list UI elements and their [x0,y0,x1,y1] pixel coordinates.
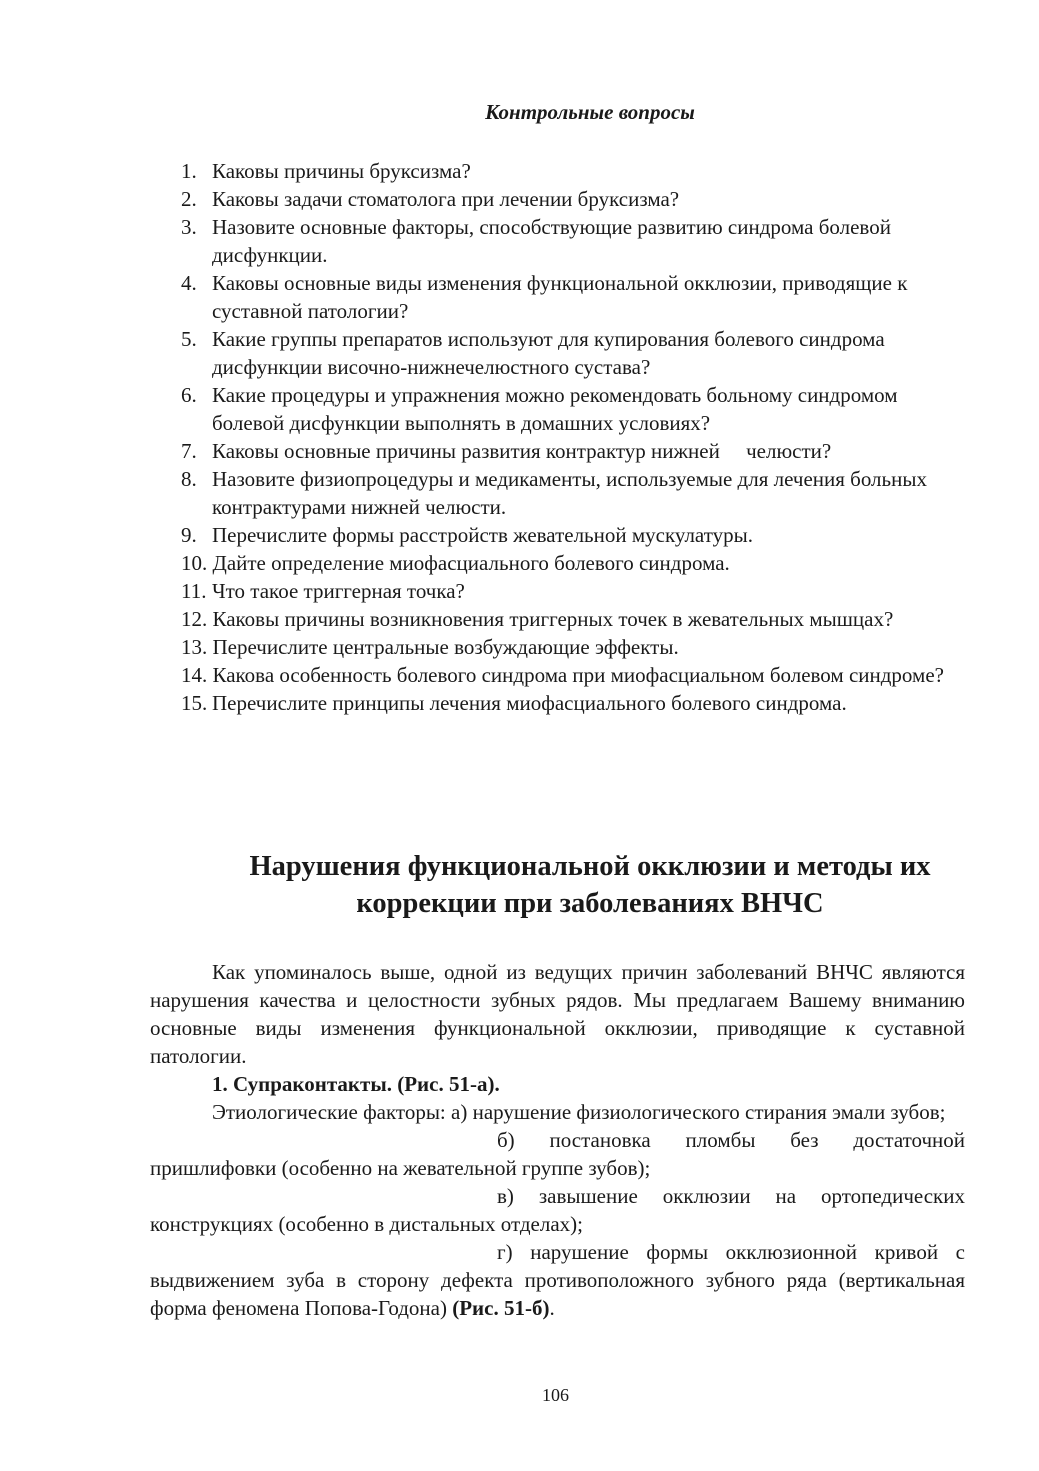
etiology-paragraph: б) постановка пломбы без достаточной пришлифовки (особенно на жевательной группе зубов); [150,1128,965,1180]
question-text: Перечислите принципы лечения миофасциального болевого синдрома. [212,691,847,715]
question-number: 3. [181,215,202,239]
list-item [181,661,971,689]
list-item [181,633,971,661]
body-text [150,958,965,1322]
question-text: Назовите основные факторы, способствующие развитию синдрома болевой дисфункции. [212,215,891,267]
sentence-end: . [549,1296,555,1320]
page-number: 106 [542,1385,569,1405]
question-text: Что такое триггерная точка? [212,579,465,603]
question-text: Дайте определение миофасциального болевого синдрома. [212,551,730,575]
question-text: Каковы основные причины развития контрактур нижней челюсти? [212,439,832,463]
chapter-title-line: Нарушения функциональной окклюзии и методы их [249,851,931,882]
question-number: 13. [181,635,213,659]
etiology-paragraph: Этиологические факторы: а) нарушение физиологического стирания эмали зубов; [212,1100,946,1124]
list-item [181,465,971,521]
chapter-title-line: коррекции при заболеваниях ВНЧС [356,888,824,919]
question-text: Каковы причины возникновения триггерных точек в жевательных мышцах? [212,607,894,631]
question-number: 12. [181,607,213,631]
question-text: Перечислите формы расстройств жевательной мускулатуры. [212,523,753,547]
list-item [181,269,971,325]
question-number: 4. [181,271,202,295]
questions-list [181,157,971,717]
question-text: Каковы причины бруксизма? [212,159,471,183]
question-text: Какие процедуры и упражнения можно рекомендовать больному синдромом болевой дисфункции выполнять в домашних условиях? [212,383,898,435]
question-text: Назовите физиопроцедуры и медикаменты, используемые для лечения больных контрактурами нижней челюсти. [212,467,927,519]
question-number: 15. [181,691,208,715]
question-number: 6. [181,383,202,407]
etiology-text: г) нарушение формы окклюзионной кривой с выдвижением зуба в сторону дефекта противоположного зубного ряда (вертикальная форма феномена Попова-Годона) [150,1240,965,1320]
list-item [181,325,971,381]
sub-heading: 1. Супраконтакты. (Рис. 51-а). [212,1072,500,1096]
etiology-paragraph: в) завышение окклюзии на ортопедических конструкциях (особенно в дистальных отделах); [150,1184,965,1236]
question-number: 10. [181,551,213,575]
question-number: 11. [181,579,212,603]
list-item [181,185,971,213]
list-item [181,381,971,437]
question-number: 5. [181,327,202,351]
etiology-paragraph [150,1238,965,1322]
question-text: Каковы основные виды изменения функциональной окклюзии, приводящие к суставной патологии? [212,271,908,323]
question-text: Какие группы препаратов используют для купирования болевого синдрома дисфункции височно-нижнечелюстного сустава? [212,327,885,379]
intro-paragraph: Как упоминалось выше, одной из ведущих причин заболеваний ВНЧС являются нарушения качества и целостности зубных рядов. Мы предлагаем Вашему вниманию основные виды изменения функциональной окклюзии, приводящие к суставной патологии. [150,960,965,1068]
list-item [181,437,971,465]
list-item [181,213,971,269]
question-number: 7. [181,439,202,463]
figure-reference: (Рис. 51-б) [452,1296,550,1320]
question-number: 1. [181,159,202,183]
question-number: 8. [181,467,202,491]
chapter-title [150,848,1030,922]
list-item [181,689,971,717]
list-item [181,521,971,549]
question-number: 9. [181,523,202,547]
question-text: Перечислите центральные возбуждающие эффекты. [212,635,679,659]
list-item [181,157,971,185]
list-item [181,577,971,605]
question-text: Каковы задачи стоматолога при лечении бруксизма? [212,187,680,211]
question-number: 2. [181,187,202,211]
list-item [181,549,971,577]
section-title: Контрольные вопросы [485,100,695,124]
question-number: 14. [181,663,213,687]
question-text: Какова особенность болевого синдрома при миофасциальном болевом синдроме? [212,663,944,687]
list-item [181,605,971,633]
